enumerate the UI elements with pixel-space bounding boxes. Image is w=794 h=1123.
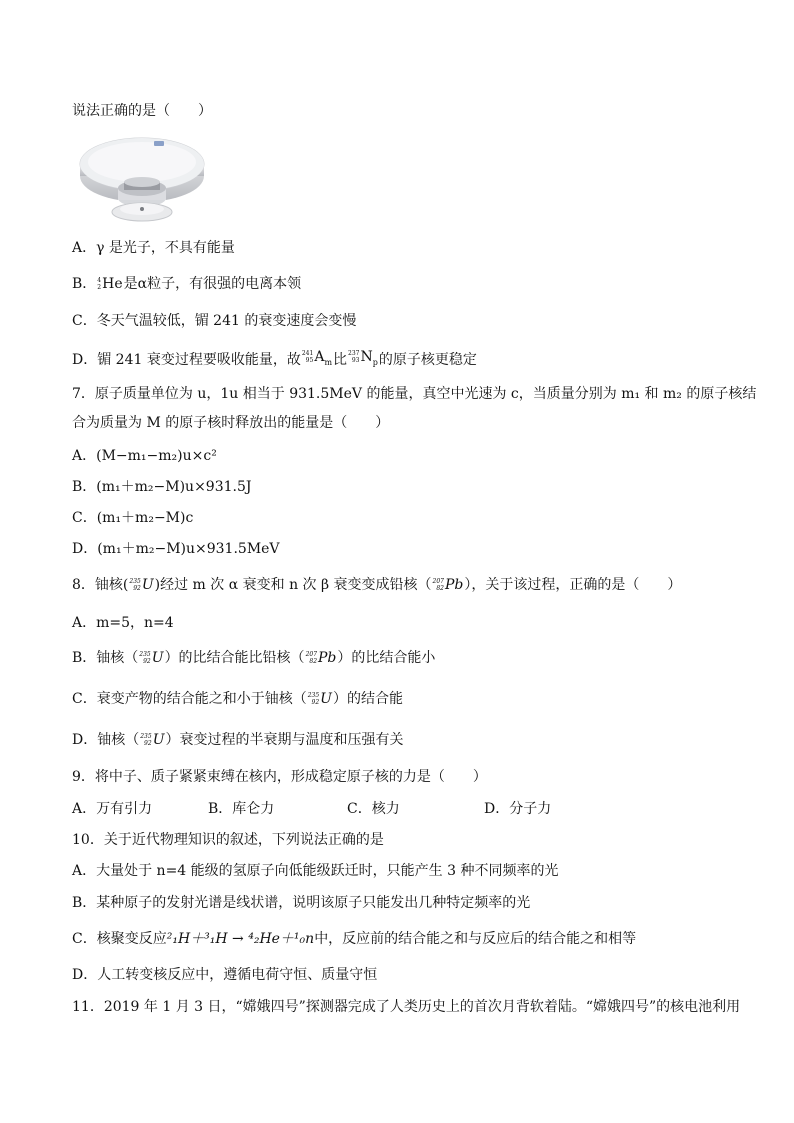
smoke-detector-icon: [78, 132, 206, 224]
q8-stem-post: ），关于该过程，正确的是（ ）: [464, 577, 682, 593]
charge-number: 2: [97, 284, 102, 291]
element-symbol: N: [360, 349, 373, 365]
q7-stem-line2: 合为质量为 M 的原子核时释放出的能量是（ ）: [72, 415, 390, 431]
q8-option-b-post: ）的比结合能小: [337, 650, 436, 666]
mass-number: 207: [305, 651, 318, 658]
q8-stem-pre: 8．铀核(: [72, 577, 129, 593]
element-symbol: He: [102, 276, 123, 292]
nuclide-u: [139, 648, 163, 668]
charge-number: 92: [133, 585, 141, 592]
q10-option-c-pre: C．核聚变反应: [72, 931, 167, 947]
element-symbol: U: [152, 732, 165, 748]
nuclide-pb: [433, 575, 464, 595]
q8-option-b-mid: ）的比结合能比铅核（: [164, 650, 305, 666]
q9-option-d: D．分子力: [484, 801, 552, 817]
mass-number: 237: [348, 350, 360, 357]
q8-option-d-post: ）衰变过程的半衰期与温度和压强有关: [165, 732, 404, 748]
element-symbol: U: [141, 577, 154, 593]
charge-number: 82: [309, 658, 318, 665]
charge-number: 92: [144, 740, 152, 747]
q6-option-d-text: 的原子核更稳定: [378, 351, 477, 368]
q6-option-a: A．γ 是光子，不具有能量: [72, 240, 235, 256]
nuclide-np: [348, 347, 378, 373]
nuclide-u: [140, 730, 164, 750]
q6-option-c: C．冬天气温较低，镅 241 的衰变速度会变慢: [72, 313, 357, 329]
mass-number: 241: [301, 350, 314, 357]
q6-option-b-text: 是α粒子，有很强的电离本领: [123, 276, 302, 292]
charge-number: 93: [351, 357, 360, 364]
question-stem-tail: 说法正确的是（ ）: [72, 103, 212, 119]
q10-option-d: D．人工转变核反应中，遵循电荷守恒、质量守恒: [72, 967, 378, 983]
q7-option-a: A．(M−m₁−m₂)u×c²: [72, 448, 217, 464]
q10-option-b: B．某种原子的发射光谱是线状谱，说明该原子只能发出几种特定频率的光: [72, 895, 531, 911]
q7-option-d: D．(m₁＋m₂−M)u×931.5MeV: [72, 541, 280, 557]
charge-number: 95: [305, 357, 314, 364]
q8-option-c: [72, 689, 403, 709]
q10-option-c-post: 中，反应前的结合能之和与反应后的结合能之和相等: [314, 931, 637, 947]
element-symbol: U: [320, 691, 332, 707]
q8-stem: [72, 575, 681, 595]
nuclide-am: [302, 347, 332, 373]
q8-option-b-pre: B．铀核（: [72, 650, 139, 666]
nuclide-u: [308, 689, 332, 709]
q7-stem-line1: 7．原子质量单位为 u，1u 相当于 931.5MeV 的能量，真空中光速为 c，当质量分别为 m₁ 和 m₂ 的原子核结: [72, 386, 757, 402]
q10-option-a: A．大量处于 n=4 能级的氢原子向低能级跃迁时，只能产生 3 种不同频率的光: [72, 863, 559, 879]
q9-option-b: B．库仑力: [208, 801, 275, 817]
element-symbol: A: [314, 349, 325, 365]
q6-option-d-mid: 比: [333, 351, 348, 368]
q9-option-c: C．核力: [347, 801, 400, 817]
q9-option-a: A．万有引力: [72, 801, 153, 817]
charge-number: 92: [143, 658, 151, 665]
mass-number: 235: [139, 651, 151, 658]
q11-stem: 11．2019 年 1 月 3 日，“嫦娥四号”探测器完成了人类历史上的首次月背软着陆。“嫦娥四号”的核电池利用: [72, 999, 741, 1015]
q6-option-d-label: D．镅 241 衰变过程要吸收能量，故: [72, 351, 301, 368]
element-symbol-sub: m: [324, 357, 333, 367]
q8-option-c-post: ）的结合能: [332, 691, 403, 707]
q6-option-b: [72, 274, 301, 294]
charge-number: 82: [436, 585, 444, 592]
q9-options: [72, 799, 551, 819]
q8-option-d-pre: D．铀核（: [72, 732, 140, 748]
nuclide-pb: [306, 648, 337, 668]
nuclide-he: [97, 274, 122, 294]
mass-number: 235: [140, 733, 152, 740]
element-symbol: Pb: [318, 650, 337, 666]
mass-number: 235: [307, 692, 320, 699]
mass-number: 4: [97, 277, 102, 284]
element-symbol: Pb: [445, 577, 464, 593]
q7-option-b: B．(m₁＋m₂−M)u×931.5J: [72, 479, 252, 495]
q8-option-b: [72, 648, 435, 668]
fusion-equation: ²₁H＋³₁H → ⁴₂He＋¹₀n: [166, 931, 315, 947]
q8-option-c-pre: C．衰变产物的结合能之和小于铀核（: [72, 691, 307, 707]
mass-number: 235: [129, 578, 141, 585]
charge-number: 92: [311, 699, 320, 706]
nuclide-u: [129, 575, 153, 595]
q10-option-c: [72, 929, 636, 949]
q8-stem-mid: )经过 m 次 α 衰变和 n 次 β 衰变变成铅核（: [154, 577, 432, 593]
q10-stem: 10．关于近代物理知识的叙述，下列说法正确的是: [72, 832, 384, 848]
element-symbol-sub: p: [372, 357, 378, 367]
element-symbol: U: [151, 650, 164, 666]
q8-option-d: [72, 730, 404, 750]
q6-option-b-label: B．: [72, 276, 97, 292]
q7-option-c: C．(m₁＋m₂−M)c: [72, 510, 194, 526]
q9-stem: 9．将中子、质子紧紧束缚在核内，形成稳定原子核的力是（ ）: [72, 769, 487, 785]
q6-option-d: [72, 347, 477, 373]
q8-option-a: A．m=5，n=4: [72, 615, 174, 631]
mass-number: 207: [432, 578, 444, 585]
